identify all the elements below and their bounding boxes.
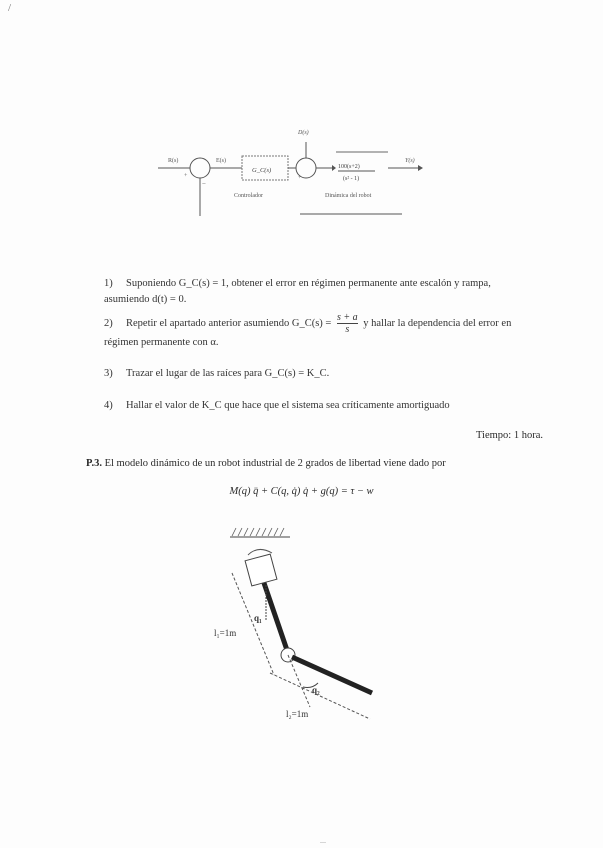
l2-dimension [270,673,370,719]
base-joint [245,554,277,586]
problem-label: P.3. [86,458,102,469]
arrowhead [332,165,336,171]
q2-label: q₂ [312,685,320,695]
item-number: 3) [104,368,113,379]
problem-3-statement [86,458,546,469]
item-number: 4) [104,400,113,411]
controller-caption: Controlador [234,193,263,199]
list-item [104,398,519,414]
fraction-denominator: s [345,324,350,335]
block-diagram [150,118,440,218]
output-label: Y(s) [405,158,415,164]
plant-caption: Dinámica del robot [325,193,372,199]
input-label: R(s) [168,158,179,164]
page-mark: / [8,2,12,14]
ground-hatch [232,528,284,536]
item-number: 2) [104,317,113,329]
item-text: Hallar el valor de K_C que hace que el sistema sea críticamente amortiguado [126,400,450,411]
error-label: E(s) [216,158,226,164]
fraction [337,312,358,335]
item-number: 1) [104,278,113,289]
sum-minus-1: − [202,180,206,188]
link-1 [264,583,288,653]
disturbance-label: D(s) [298,130,309,136]
fraction-numerator: s + a [336,312,358,323]
time-note: Tiempo: 1 hora. [476,430,543,441]
page-footer: ... [320,836,326,845]
robot-figure [200,525,400,725]
item-text-a: Repetir el apartado anterior asumiendo G_C(s) = [126,317,332,329]
l1-label: l₁=1m [214,628,237,638]
plant-numerator: 100(s+2) [338,164,360,170]
plant-denominator: (s² - 1) [343,176,360,182]
item-text: Suponiendo G_C(s) = 1, obtener el error en régimen permanente ante escalón y rampa, asumiendo d(t) = 0. [104,278,491,306]
problem-text: El modelo dinámico de un robot industrial de 2 grados de libertad viene dado por [104,458,446,469]
controller-label: G_C(s) [252,167,272,174]
item-text: Trazar el lugar de las raíces para G_C(s) = K_C. [126,368,330,379]
dynamics-equation: M(q) q̈ + C(q, q̇) q̇ + g(q) = τ − w [229,486,374,497]
item-text-b: y hallar la dependencia del error en régimen permanente con α. [104,317,512,348]
list-item [104,312,519,351]
q1-label: q₁ [254,613,262,623]
list-item [104,366,519,382]
sum-plus-2: + [298,175,302,181]
arrowhead [418,165,423,171]
sum-plus-1: + [184,173,188,179]
summing-junction-1 [190,158,210,178]
l2-label: l₂=1m [286,709,309,719]
list-item [104,276,519,309]
